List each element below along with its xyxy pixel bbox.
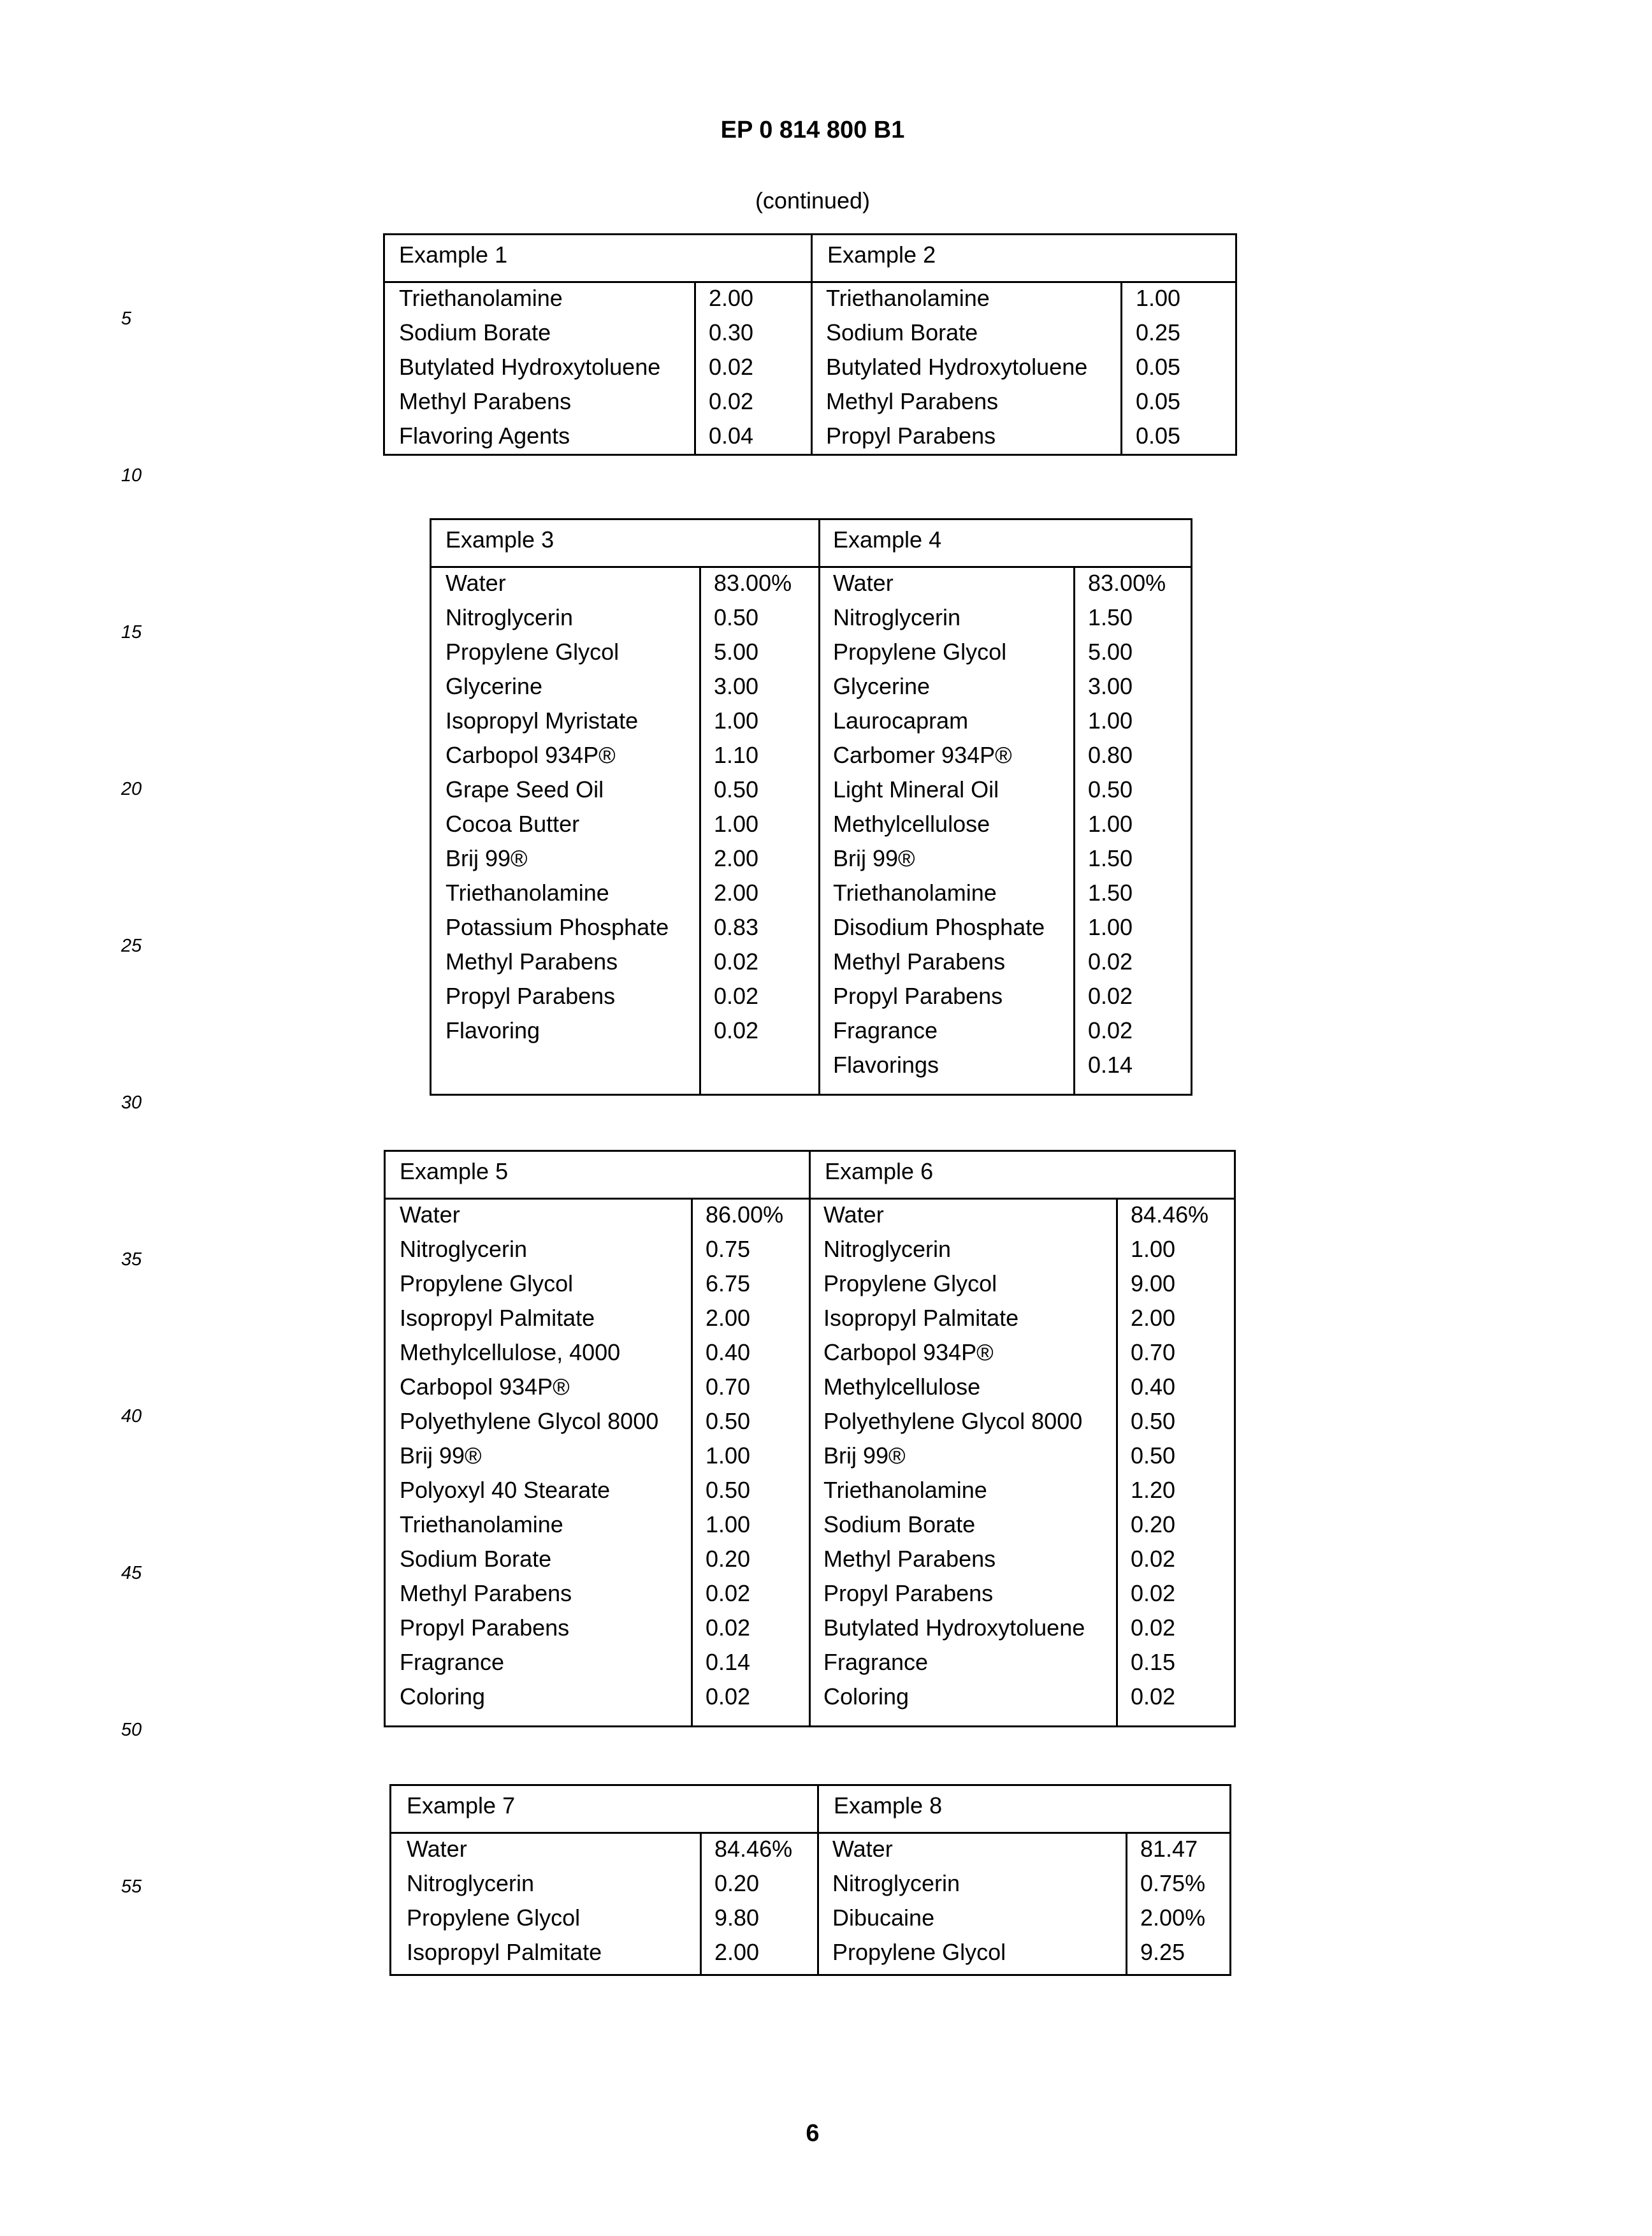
ingredient-name: Brij 99® — [446, 845, 528, 871]
ingredient-name: Water — [832, 1836, 893, 1862]
ingredient-name: Sodium Borate — [400, 1546, 552, 1572]
amount-column — [1136, 281, 1180, 453]
example-title: Example 1 — [399, 242, 508, 268]
ingredient-amount: 2.00% — [1140, 1905, 1206, 1931]
ingredient-name: Brij 99® — [400, 1442, 482, 1469]
ingredient-name: Water — [407, 1836, 467, 1862]
example-title: Example 7 — [407, 1792, 516, 1819]
ingredient-name: Propyl Parabens — [400, 1615, 570, 1641]
ingredient-name: Cocoa Butter — [446, 811, 580, 837]
example-title: Example 2 — [827, 242, 936, 268]
ingredient-name: Triethanolamine — [826, 285, 990, 311]
ingredient-column — [823, 1198, 1085, 1714]
table-header — [391, 1786, 1229, 1834]
ingredient-amount: 0.40 — [706, 1339, 751, 1365]
ingredient-name: Sodium Borate — [826, 319, 978, 345]
ingredient-name: Nitroglycerin — [832, 1870, 960, 1896]
formulation-table-examples-7-8 — [389, 1784, 1231, 1976]
ingredient-column — [446, 566, 669, 1048]
ingredient-amount: 83.00% — [1088, 570, 1166, 596]
ingredient-column — [400, 1198, 658, 1714]
ingredient-amount: 1.50 — [1088, 880, 1133, 906]
ingredient-name: Isopropyl Myristate — [446, 708, 639, 734]
ingredient-name: Flavoring — [446, 1017, 540, 1043]
ingredient-name: Fragrance — [833, 1017, 938, 1043]
ingredient-name: Flavorings — [833, 1052, 939, 1078]
ingredient-name: Glycerine — [833, 673, 931, 699]
ingredient-name: Nitroglycerin — [823, 1236, 952, 1262]
ingredient-amount: 1.00 — [1131, 1236, 1176, 1262]
ingredient-amount: 9.80 — [714, 1905, 760, 1931]
ingredient-amount: 2.00 — [706, 1305, 751, 1331]
ingredient-name: Coloring — [823, 1683, 909, 1710]
ingredient-amount: 2.00 — [714, 880, 759, 906]
ingredient-name: Polyoxyl 40 Stearate — [400, 1477, 611, 1503]
ingredient-name: Methyl Parabens — [826, 388, 999, 414]
ingredient-amount: 0.02 — [706, 1615, 751, 1641]
line-number: 15 — [121, 622, 142, 642]
ingredient-amount: 3.00 — [1088, 673, 1133, 699]
ingredient-amount: 0.02 — [1088, 948, 1133, 975]
ingredient-name: Butylated Hydroxytoluene — [826, 354, 1088, 380]
ingredient-amount: 0.05 — [1136, 423, 1181, 449]
ingredient-name: Nitroglycerin — [446, 604, 574, 630]
ingredient-amount: 1.00 — [714, 708, 759, 734]
amount-column — [709, 281, 753, 453]
ingredient-amount: 0.75% — [1140, 1870, 1206, 1896]
ingredient-amount: 86.00% — [706, 1201, 784, 1228]
ingredient-name: Triethanolamine — [833, 880, 997, 906]
ingredient-name: Propyl Parabens — [833, 983, 1003, 1009]
example-title: Example 8 — [834, 1792, 943, 1819]
line-number: 50 — [121, 1720, 142, 1740]
ingredient-name: Water — [446, 570, 506, 596]
ingredient-name: Carbopol 934P® — [446, 742, 616, 768]
ingredient-name: Grape Seed Oil — [446, 776, 604, 802]
ingredient-name: Isopropyl Palmitate — [823, 1305, 1019, 1331]
ingredient-name: Water — [400, 1201, 460, 1228]
ingredient-amount: 2.00 — [714, 1939, 760, 1965]
ingredient-name: Methyl Parabens — [833, 948, 1006, 975]
ingredient-name: Light Mineral Oil — [833, 776, 999, 802]
ingredient-amount: 83.00% — [714, 570, 792, 596]
ingredient-column — [832, 1832, 1006, 1970]
ingredient-amount: 0.50 — [706, 1408, 751, 1434]
ingredient-amount: 81.47 — [1140, 1836, 1198, 1862]
line-number: 55 — [121, 1877, 142, 1897]
ingredient-name: Methyl Parabens — [400, 1580, 572, 1606]
table-header — [431, 520, 1191, 568]
ingredient-name: Propylene Glycol — [407, 1905, 581, 1931]
ingredient-amount: 0.14 — [706, 1649, 751, 1675]
ingredient-amount: 1.00 — [706, 1442, 751, 1469]
ingredient-amount: 0.20 — [714, 1870, 760, 1896]
example-title: Example 5 — [400, 1158, 509, 1184]
document-id: EP 0 814 800 B1 — [720, 117, 905, 143]
ingredient-name: Sodium Borate — [399, 319, 551, 345]
line-number: 5 — [121, 309, 132, 329]
ingredient-amount: 0.02 — [1131, 1580, 1176, 1606]
ingredient-amount: 1.00 — [1088, 811, 1133, 837]
ingredient-name: Potassium Phosphate — [446, 914, 669, 940]
ingredient-name: Propylene Glycol — [446, 639, 620, 665]
ingredient-amount: 0.70 — [1131, 1339, 1176, 1365]
ingredient-name: Water — [823, 1201, 884, 1228]
ingredient-name: Glycerine — [446, 673, 543, 699]
ingredient-name: Butylated Hydroxytoluene — [823, 1615, 1085, 1641]
ingredient-name: Coloring — [400, 1683, 486, 1710]
ingredient-amount: 84.46% — [714, 1836, 793, 1862]
ingredient-amount: 0.40 — [1131, 1374, 1176, 1400]
ingredient-amount: 0.25 — [1136, 319, 1181, 345]
ingredient-amount: 5.00 — [714, 639, 759, 665]
ingredient-name: Carbopol 934P® — [823, 1339, 994, 1365]
ingredient-amount: 0.02 — [714, 1017, 759, 1043]
ingredient-amount: 0.50 — [1131, 1442, 1176, 1469]
ingredient-amount: 0.50 — [1088, 776, 1133, 802]
ingredient-name: Butylated Hydroxytoluene — [399, 354, 661, 380]
ingredient-name: Methylcellulose, 4000 — [400, 1339, 621, 1365]
ingredient-name: Disodium Phosphate — [833, 914, 1045, 940]
ingredient-name: Brij 99® — [833, 845, 915, 871]
example-title: Example 4 — [833, 526, 942, 553]
ingredient-amount: 0.02 — [706, 1580, 751, 1606]
line-number: 10 — [121, 465, 142, 486]
ingredient-column — [399, 281, 660, 453]
ingredient-amount: 0.80 — [1088, 742, 1133, 768]
ingredient-name: Propylene Glycol — [833, 639, 1007, 665]
amount-column — [714, 566, 792, 1048]
ingredient-name: Triethanolamine — [823, 1477, 987, 1503]
ingredient-amount: 0.14 — [1088, 1052, 1133, 1078]
ingredient-name: Triethanolamine — [400, 1511, 563, 1537]
ingredient-name: Fragrance — [400, 1649, 505, 1675]
ingredient-name: Triethanolamine — [446, 880, 609, 906]
ingredient-amount: 2.00 — [709, 285, 754, 311]
ingredient-amount: 1.00 — [1136, 285, 1181, 311]
ingredient-name: Propylene Glycol — [832, 1939, 1006, 1965]
ingredient-name: Sodium Borate — [823, 1511, 976, 1537]
ingredient-amount: 1.00 — [1088, 708, 1133, 734]
amount-column — [714, 1832, 792, 1970]
ingredient-amount: 1.00 — [1088, 914, 1133, 940]
ingredient-name: Methyl Parabens — [399, 388, 572, 414]
line-number: 25 — [121, 936, 142, 956]
ingredient-amount: 0.02 — [714, 948, 759, 975]
ingredient-amount: 6.75 — [706, 1270, 751, 1296]
ingredient-amount: 0.50 — [706, 1477, 751, 1503]
ingredient-amount: 2.00 — [714, 845, 759, 871]
ingredient-amount: 9.00 — [1131, 1270, 1176, 1296]
ingredient-amount: 0.75 — [706, 1236, 751, 1262]
ingredient-amount: 3.00 — [714, 673, 759, 699]
ingredient-name: Methyl Parabens — [446, 948, 618, 975]
ingredient-amount: 0.02 — [706, 1683, 751, 1710]
ingredient-name: Polyethylene Glycol 8000 — [400, 1408, 659, 1434]
ingredient-amount: 0.70 — [706, 1374, 751, 1400]
ingredient-amount: 0.20 — [1131, 1511, 1176, 1537]
ingredient-column — [826, 281, 1087, 453]
ingredient-amount: 0.20 — [706, 1546, 751, 1572]
ingredient-amount: 9.25 — [1140, 1939, 1185, 1965]
ingredient-name: Nitroglycerin — [833, 604, 961, 630]
ingredient-amount: 0.02 — [1131, 1615, 1176, 1641]
ingredient-name: Propyl Parabens — [446, 983, 616, 1009]
ingredient-amount: 5.00 — [1088, 639, 1133, 665]
ingredient-name: Methylcellulose — [823, 1374, 981, 1400]
amount-column — [1088, 566, 1166, 1082]
ingredient-amount: 0.02 — [1131, 1546, 1176, 1572]
ingredient-name: Methyl Parabens — [823, 1546, 996, 1572]
ingredient-amount: 0.50 — [1131, 1408, 1176, 1434]
ingredient-name: Fragrance — [823, 1649, 929, 1675]
ingredient-amount: 1.50 — [1088, 845, 1133, 871]
line-number: 35 — [121, 1249, 142, 1270]
ingredient-amount: 0.05 — [1136, 388, 1181, 414]
ingredient-amount: 0.02 — [714, 983, 759, 1009]
ingredient-name: Water — [833, 570, 894, 596]
formulation-table-examples-3-4 — [430, 518, 1192, 1096]
ingredient-amount: 0.02 — [1088, 983, 1133, 1009]
line-number: 30 — [121, 1093, 142, 1113]
ingredient-amount: 1.00 — [706, 1511, 751, 1537]
ingredient-name: Carbomer 934P® — [833, 742, 1012, 768]
ingredient-name: Propylene Glycol — [823, 1270, 997, 1296]
ingredient-amount: 1.10 — [714, 742, 759, 768]
ingredient-name: Carbopol 934P® — [400, 1374, 570, 1400]
example-title: Example 3 — [446, 526, 554, 553]
ingredient-amount: 0.50 — [714, 776, 759, 802]
ingredient-column — [407, 1832, 602, 1970]
line-number: 20 — [121, 779, 142, 799]
ingredient-amount: 2.00 — [1131, 1305, 1176, 1331]
ingredient-name: Methylcellulose — [833, 811, 990, 837]
table-header — [385, 235, 1235, 283]
ingredient-name: Brij 99® — [823, 1442, 906, 1469]
formulation-table-examples-1-2 — [383, 233, 1237, 456]
ingredient-amount: 0.50 — [714, 604, 759, 630]
formulation-table-examples-5-6 — [384, 1150, 1236, 1727]
ingredient-amount: 1.50 — [1088, 604, 1133, 630]
ingredient-amount: 0.02 — [709, 354, 754, 380]
ingredient-amount: 0.30 — [709, 319, 754, 345]
amount-column — [1131, 1198, 1208, 1714]
ingredient-column — [833, 566, 1045, 1082]
ingredient-amount: 1.00 — [714, 811, 759, 837]
ingredient-name: Propyl Parabens — [823, 1580, 994, 1606]
ingredient-name: Propyl Parabens — [826, 423, 996, 449]
ingredient-amount: 0.02 — [1088, 1017, 1133, 1043]
ingredient-name: Polyethylene Glycol 8000 — [823, 1408, 1083, 1434]
ingredient-name: Dibucaine — [832, 1905, 935, 1931]
ingredient-name: Laurocapram — [833, 708, 969, 734]
ingredient-amount: 1.20 — [1131, 1477, 1176, 1503]
ingredient-name: Propylene Glycol — [400, 1270, 574, 1296]
line-number: 45 — [121, 1563, 142, 1583]
example-title: Example 6 — [825, 1158, 934, 1184]
ingredient-amount: 0.04 — [709, 423, 754, 449]
line-number: 40 — [121, 1406, 142, 1427]
ingredient-name: Nitroglycerin — [407, 1870, 535, 1896]
ingredient-name: Isopropyl Palmitate — [407, 1939, 602, 1965]
ingredient-amount: 0.05 — [1136, 354, 1181, 380]
ingredient-amount: 0.02 — [1131, 1683, 1176, 1710]
continued-label: (continued) — [755, 187, 871, 214]
ingredient-amount: 84.46% — [1131, 1201, 1209, 1228]
amount-column — [706, 1198, 783, 1714]
amount-column — [1140, 1832, 1205, 1970]
page-number: 6 — [806, 2120, 820, 2147]
ingredient-amount: 0.02 — [709, 388, 754, 414]
ingredient-amount: 0.15 — [1131, 1649, 1176, 1675]
ingredient-name: Triethanolamine — [399, 285, 563, 311]
ingredient-name: Nitroglycerin — [400, 1236, 528, 1262]
ingredient-name: Isopropyl Palmitate — [400, 1305, 595, 1331]
ingredient-amount: 0.83 — [714, 914, 759, 940]
ingredient-name: Flavoring Agents — [399, 423, 570, 449]
